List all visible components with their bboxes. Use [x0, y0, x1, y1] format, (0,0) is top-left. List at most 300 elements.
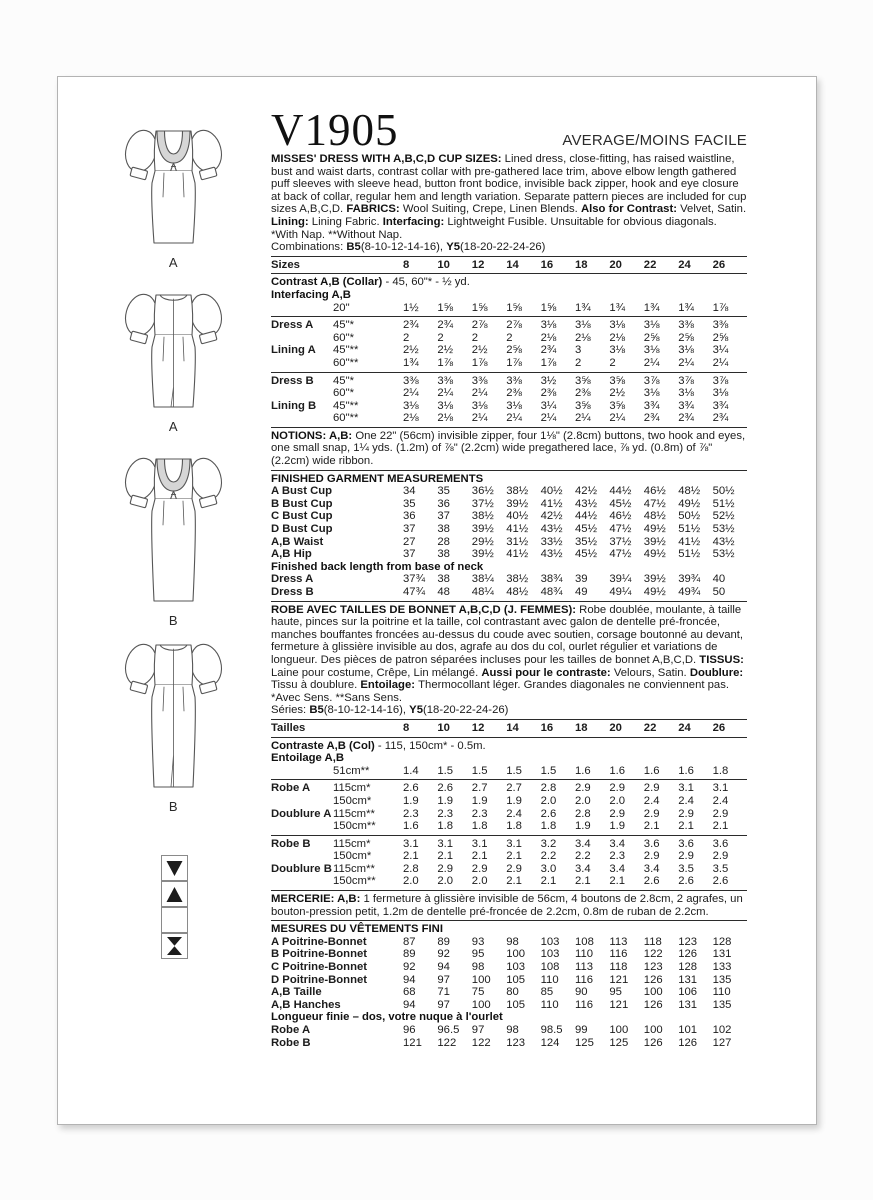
- table-cell: 1.8: [712, 764, 729, 777]
- table-cell: 3⅜: [403, 374, 419, 387]
- table-cell: 1⅝: [471, 301, 488, 314]
- table-cell: 42½: [540, 510, 563, 523]
- table-cell: 47½: [643, 497, 666, 510]
- table-cell: 2.1: [403, 850, 419, 863]
- table-cell: 105: [506, 973, 526, 986]
- text-run-bold: NOTIONS: A,B:: [271, 429, 356, 442]
- french-description: [271, 604, 747, 705]
- table-cell: 2⅝: [678, 331, 694, 344]
- table-cell: 103: [540, 935, 560, 948]
- table-cell: 85: [540, 986, 554, 999]
- text-run: (8-10-12-14-16),: [360, 241, 447, 254]
- table-cell: 3¾: [678, 399, 694, 412]
- table-cell: 37½: [609, 535, 632, 548]
- table-row: [271, 1037, 747, 1050]
- table-cell: 1.9: [506, 794, 522, 807]
- table-cell: 118: [609, 961, 628, 974]
- table-cell: 75: [471, 986, 485, 999]
- table-cell: 3⅛: [540, 319, 557, 332]
- table-cell: 2.8: [575, 807, 591, 820]
- masthead: [271, 103, 747, 153]
- table-cell: 39½: [643, 573, 666, 586]
- table-cell: 3.6: [712, 837, 729, 850]
- table-cell: 102: [712, 1024, 732, 1036]
- table-cell: 1.8: [540, 820, 557, 833]
- table-cell: 2.9: [678, 850, 694, 863]
- row-sublabel: 115cm**: [333, 807, 375, 820]
- table-cell: 38: [437, 573, 450, 586]
- table-row: [271, 332, 747, 345]
- table-cell: 2⅛: [609, 331, 626, 344]
- table-cell: 2¾: [437, 319, 454, 332]
- table-cell: 2.3: [609, 850, 626, 863]
- table-cell: 2¾: [540, 344, 557, 357]
- table-cell: 110: [540, 973, 559, 986]
- table-row: [271, 561, 747, 574]
- table-cell: 2⅝: [506, 344, 522, 357]
- row-sublabel: 115cm*: [333, 837, 371, 850]
- table-cell: 43½: [540, 523, 563, 536]
- table-cell: 47¾: [403, 586, 425, 598]
- row-sublabel: 45"*: [333, 319, 354, 332]
- text-run: Velvet, Satin.: [680, 203, 747, 216]
- table-cell: 3.5: [712, 862, 729, 875]
- table-cell: 2.0: [437, 875, 454, 888]
- table-cell: 3.4: [575, 862, 591, 875]
- dress-b-back-figure: [116, 625, 231, 814]
- table-cell: 14: [506, 721, 519, 734]
- table-cell: 2¾: [403, 319, 419, 332]
- table-row: [271, 974, 747, 987]
- table-row: [271, 795, 747, 808]
- dress-a-back-figure: [116, 275, 231, 434]
- table-cell: 45½: [575, 548, 597, 561]
- table-cell: 41½: [540, 497, 563, 510]
- table-cell: 49½: [643, 548, 666, 561]
- table-cell: 3.6: [678, 837, 694, 850]
- text-run-bold: TISSUS:: [699, 653, 744, 666]
- table-cell: 95: [471, 948, 485, 961]
- table-cell: 93: [471, 935, 485, 948]
- table-header-row: [271, 259, 747, 272]
- table-cell: 89: [403, 948, 416, 961]
- table-cell: 100: [643, 986, 663, 999]
- table-cell: 2¼: [471, 412, 488, 425]
- table-row: [271, 808, 747, 821]
- table-cell: 2: [403, 331, 410, 344]
- table-row: [271, 838, 747, 851]
- text-run-bold: Interfacing:: [382, 215, 448, 228]
- dress-a-front-figure: [116, 111, 231, 270]
- table-cell: 50½: [712, 485, 735, 498]
- table-cell: 3⅜: [471, 374, 488, 387]
- table-cell: 35: [437, 485, 450, 498]
- table-cell: 71: [437, 986, 450, 999]
- table-cell: 47½: [609, 523, 632, 536]
- text-run-bold: MISSES' DRESS WITH A,B,C,D CUP SIZES:: [271, 153, 505, 165]
- text-run-bold: Also for Contrast:: [580, 203, 681, 216]
- table-cell: 99: [575, 1024, 588, 1036]
- table-cell: 42½: [575, 485, 597, 498]
- table-cell: 38: [437, 548, 450, 561]
- text-run-bold: FABRICS:: [346, 203, 403, 216]
- row-label: Robe B: [271, 837, 311, 850]
- table-cell: 1.5: [540, 764, 557, 777]
- mesures-table: [271, 920, 747, 1049]
- table-cell: 39: [575, 573, 588, 586]
- table-cell: 2¼: [609, 412, 626, 425]
- table-cell: 28: [437, 535, 450, 548]
- table-cell: 38½: [506, 485, 529, 498]
- table-row: [271, 961, 747, 974]
- row-label: B Poitrine-Bonnet: [271, 948, 368, 961]
- table-cell: 45½: [575, 523, 597, 536]
- table-cell: 95: [609, 986, 622, 999]
- table-cell: 2¼: [506, 412, 522, 425]
- table-cell: 24: [678, 721, 691, 734]
- text-run: Combinations:: [271, 241, 347, 254]
- table-cell: 2⅞: [471, 319, 488, 332]
- table-cell: 49½: [678, 497, 701, 510]
- table-cell: 105: [506, 998, 526, 1011]
- table-cell: 43½: [540, 548, 563, 561]
- table-cell: 1.6: [575, 764, 591, 777]
- notions-paragraph: [271, 430, 747, 468]
- table-row: [271, 375, 747, 388]
- table-row: [271, 548, 747, 561]
- table-cell: 2.9: [643, 807, 660, 820]
- table-cell: 1.9: [609, 820, 626, 833]
- table-cell: 38¼: [471, 573, 494, 586]
- table-cell: 16: [540, 721, 554, 734]
- row-sublabel: 150cm**: [333, 875, 376, 888]
- table-row: [271, 999, 747, 1012]
- table-cell: 2.6: [643, 875, 660, 888]
- table-cell: 2.9: [609, 782, 626, 795]
- text-run: Wool Suiting, Crepe, Linen Blends.: [402, 203, 581, 216]
- table-section-label: Finished back length from base of neck: [271, 560, 484, 573]
- table-rule: [271, 470, 747, 471]
- table-row: [271, 344, 747, 357]
- table-cell: 1.5: [506, 764, 522, 777]
- table-cell: 3.2: [540, 837, 557, 850]
- table-cell: 49¾: [678, 586, 701, 598]
- table-cell: 38½: [506, 573, 529, 586]
- table-cell: 2⅜: [575, 387, 591, 400]
- table-cell: 3¼: [540, 399, 557, 412]
- figure-label: A: [168, 255, 179, 270]
- table-cell: 1⅞: [506, 356, 522, 369]
- table-cell: 44½: [609, 485, 632, 498]
- text-run: Lightweight Fusible. Unsuitable for obvious diagonals.: [447, 215, 717, 228]
- table-cell: 128: [678, 961, 698, 974]
- table-cell: 49¼: [609, 586, 632, 598]
- table-cell: 43½: [575, 497, 597, 510]
- table-cell: 2⅝: [643, 331, 660, 344]
- table-cell: 3⅞: [712, 374, 729, 387]
- table-cell: 97: [437, 998, 450, 1011]
- row-sublabel: 20": [333, 301, 350, 314]
- table-cell: 126: [643, 1036, 663, 1049]
- table-cell: 46½: [643, 485, 666, 498]
- table-cell: 2.3: [437, 807, 454, 820]
- table-cell: 1.5: [437, 764, 454, 777]
- table-cell: 48: [437, 586, 450, 598]
- table-cell: 94: [403, 998, 416, 1011]
- difficulty-rating: AVERAGE/MOINS FACILE: [562, 132, 747, 150]
- table-cell: 12: [471, 721, 485, 734]
- table-cell: 34: [403, 485, 416, 498]
- table-cell: 3⅛: [678, 344, 694, 357]
- row-sublabel: 60"*: [333, 387, 354, 400]
- row-sublabel: 51cm**: [333, 764, 370, 777]
- text-run: Tissu à doublure.: [271, 679, 361, 692]
- table-cell: 125: [575, 1036, 594, 1049]
- table-cell: 2.2: [540, 850, 557, 863]
- table-row: [271, 485, 747, 498]
- row-label: Sizes: [271, 258, 300, 271]
- table-cell: 123: [506, 1036, 526, 1049]
- text-run: Lining Fabric.: [311, 215, 383, 228]
- row-label: Doublure B: [271, 862, 332, 875]
- table-cell: 47½: [609, 548, 632, 561]
- french-yardage-table: [271, 719, 747, 891]
- table-cell: 1½: [403, 301, 419, 314]
- table-cell: 131: [712, 948, 732, 961]
- table-header-row: [271, 722, 747, 735]
- text-run-bold: Y5: [409, 704, 423, 717]
- table-cell: 26: [712, 721, 726, 734]
- table-cell: 2⅛: [437, 412, 454, 425]
- table-cell: 35: [403, 497, 416, 510]
- table-cell: 39½: [471, 523, 494, 536]
- text-run: 1 fermeture à glissière invisible de 56cm, 4 boutons de 2.8cm, 2 agrafes, un bouton-pression petit, 1.2m de dentelle pré-froncée de 2.2cm, 0.8m de ruban de 2.2cm.: [271, 893, 743, 918]
- table-cell: 2¾: [712, 412, 729, 425]
- text-run: *With Nap. **Without Nap.: [271, 228, 403, 241]
- table-cell: 3⅝: [575, 399, 591, 412]
- row-sublabel: 45"**: [333, 344, 359, 357]
- table-cell: 2.6: [678, 875, 694, 888]
- table-rule: [271, 737, 747, 738]
- row-label: A Poitrine-Bonnet: [271, 935, 367, 948]
- table-cell: 46½: [609, 510, 632, 523]
- text-run: (8-10-12-14-16),: [323, 704, 410, 717]
- table-cell: 131: [678, 998, 698, 1011]
- table-cell: 3⅞: [643, 374, 660, 387]
- table-row: [271, 765, 747, 778]
- table-row: [271, 289, 747, 302]
- table-cell: 3⅜: [678, 319, 694, 332]
- table-cell: 90: [575, 986, 588, 999]
- table-cell: 1.9: [403, 794, 419, 807]
- table-row: [271, 319, 747, 332]
- table-row: [271, 573, 747, 586]
- table-cell: 10: [437, 258, 450, 271]
- table-cell: 26: [712, 258, 726, 271]
- figure-label: B: [168, 799, 179, 814]
- table-row: [271, 400, 747, 413]
- row-label: C Poitrine-Bonnet: [271, 961, 368, 974]
- text-column: [271, 77, 747, 1049]
- table-cell: 2.1: [471, 850, 488, 863]
- table-cell: 3⅛: [609, 319, 626, 332]
- row-label: B Bust Cup: [271, 497, 333, 510]
- table-cell: 94: [403, 973, 416, 986]
- table-cell: 44½: [575, 510, 597, 523]
- table-cell: 1.8: [471, 820, 488, 833]
- table-row: [271, 412, 747, 425]
- table-cell: 20: [609, 258, 622, 271]
- table-cell: 2.1: [437, 850, 454, 863]
- table-row: [271, 863, 747, 876]
- table-row: [271, 850, 747, 863]
- table-cell: 3⅛: [643, 319, 660, 332]
- table-row: [271, 820, 747, 833]
- table-rule: [271, 273, 747, 274]
- table-cell: 43½: [712, 535, 735, 548]
- row-label: A,B Taille: [271, 986, 322, 999]
- table-cell: 87: [403, 935, 416, 948]
- table-cell: 45½: [609, 497, 632, 510]
- table-cell: 1.9: [471, 794, 488, 807]
- table-row: [271, 387, 747, 400]
- table-cell: 3⅝: [609, 399, 626, 412]
- text-run-bold: ROBE AVEC TAILLES DE BONNET A,B,C,D (J. FEMMES):: [271, 603, 580, 616]
- table-cell: 118: [643, 935, 662, 948]
- table-cell: 2.1: [540, 875, 557, 888]
- table-cell: 49: [575, 586, 588, 598]
- table-row: [271, 586, 747, 599]
- table-cell: 3⅜: [506, 374, 522, 387]
- table-cell: 18: [575, 721, 588, 734]
- table-cell: 89: [437, 935, 450, 948]
- table-cell: 3: [575, 344, 582, 357]
- table-cell: 3⅛: [575, 319, 591, 332]
- table-cell: 48½: [506, 586, 529, 598]
- row-label: Doublure A: [271, 807, 332, 820]
- table-cell: 3⅛: [609, 344, 626, 357]
- table-cell: 2.1: [643, 820, 660, 833]
- table-rule: [271, 719, 747, 720]
- combinations-line: [271, 241, 747, 254]
- table-row: [271, 782, 747, 795]
- row-sublabel: 115cm**: [333, 862, 375, 875]
- table-cell: 98.5: [540, 1024, 563, 1036]
- table-cell: 2½: [437, 344, 454, 357]
- row-sublabel: 60"**: [333, 356, 359, 369]
- table-cell: 1⅝: [506, 301, 522, 314]
- table-cell: 121: [609, 973, 629, 986]
- table-row: [271, 1024, 747, 1037]
- english-description: [271, 153, 747, 241]
- table-cell: 35½: [575, 535, 597, 548]
- nap-layout-symbols: [161, 855, 188, 964]
- text-run: Laine pour costume, Crêpe, Lin mélangé.: [271, 666, 482, 679]
- table-cell: 2⅜: [506, 387, 522, 400]
- table-cell: 31½: [506, 535, 529, 548]
- table-cell: 50½: [678, 510, 701, 523]
- table-cell: 2: [506, 331, 513, 344]
- table-cell: 50: [712, 586, 726, 598]
- dress-b-front-figure: [116, 439, 231, 628]
- table-cell: 100: [471, 998, 491, 1011]
- table-cell: 20: [609, 721, 622, 734]
- table-cell: 3⅛: [403, 399, 419, 412]
- table-cell: 12: [471, 258, 485, 271]
- table-cell: 2.9: [712, 807, 729, 820]
- nap-triangle-up-icon: [167, 887, 183, 902]
- table-row: [271, 523, 747, 536]
- table-cell: 3.4: [609, 837, 626, 850]
- table-cell: 2.9: [471, 862, 488, 875]
- table-cell: 3⅝: [575, 374, 591, 387]
- table-cell: 24: [678, 258, 691, 271]
- table-section-label: MESURES DU VÊTEMENTS FINI: [271, 923, 443, 936]
- table-row: [271, 473, 747, 486]
- table-cell: 1⅝: [437, 301, 454, 314]
- table-cell: 3⅛: [712, 387, 729, 400]
- table-cell: 2⅛: [403, 412, 419, 425]
- table-cell: 1.8: [506, 820, 522, 833]
- table-cell: 2½: [471, 344, 488, 357]
- table-cell: 100: [609, 1024, 629, 1036]
- table-cell: 2.6: [437, 782, 454, 795]
- row-label: C Bust Cup: [271, 510, 333, 523]
- text-run: Lined dress, close-fitting, has raised waistline, bust and waist darts, contrast collar with pre-gathered lace trim, above elbow length gathered puff sleeves with sleeve head, button front bodice, invisible back zipper, hook and eye closure at back of collar, regular hem and length variation. Separate pattern pieces are included for cup sizes A,B,C,D.: [271, 153, 747, 216]
- table-cell: 3⅛: [643, 344, 660, 357]
- dress-b-front-illustration: [116, 439, 231, 607]
- table-cell: 36½: [471, 485, 494, 498]
- table-cell: 123: [643, 961, 663, 974]
- table-cell: 41½: [506, 548, 529, 561]
- table-cell: 38½: [471, 510, 494, 523]
- row-label: Tailles: [271, 721, 306, 734]
- dress-a-front-illustration: [116, 111, 231, 249]
- table-cell: 37: [403, 548, 416, 561]
- table-cell: 2.9: [712, 850, 729, 863]
- table-cell: 37½: [471, 497, 494, 510]
- table-cell: 121: [609, 998, 629, 1011]
- table-cell: 3½: [540, 374, 557, 387]
- table-cell: 38: [437, 523, 450, 536]
- table-cell: 36: [437, 497, 450, 510]
- nap-symbols-icon: [161, 855, 188, 959]
- table-row: [271, 740, 747, 753]
- row-label: A,B Hanches: [271, 998, 341, 1011]
- table-cell: 68: [403, 986, 416, 999]
- table-cell: 3⅝: [609, 374, 626, 387]
- table-section-label: Longueur finie – dos, votre nuque à l'ourlet: [271, 1011, 503, 1024]
- table-cell: 39½: [506, 497, 529, 510]
- table-cell: 2.8: [540, 782, 557, 795]
- table-row: [271, 875, 747, 888]
- table-cell: 2.4: [643, 794, 660, 807]
- table-cell: 123: [678, 935, 698, 948]
- table-cell: 135: [712, 998, 732, 1011]
- table-cell: 1⅞: [540, 356, 557, 369]
- table-cell: 3.1: [437, 837, 454, 850]
- text-run: One 22" (56cm) invisible zipper, four 1⅛" (2.8cm) buttons, two hook and eyes, one small snap, 1¼ yds. (1.2m) of ⅞" (2.2cm) wide pregathered lace, ⅞ yd. (0.8m) of ⅞" (2.2cm) wide ribbon.: [271, 429, 746, 468]
- table-cell: 2.4: [678, 794, 694, 807]
- table-cell: 94: [437, 961, 450, 974]
- section-rule: [271, 601, 747, 602]
- table-cell: 39½: [471, 548, 494, 561]
- table-cell: 1.6: [609, 764, 626, 777]
- table-cell: 2¼: [403, 387, 419, 400]
- table-cell: 3¾: [712, 399, 729, 412]
- table-section-label: Contraste A,B (Col) - 115, 150cm* - 0.5m.: [271, 739, 486, 752]
- table-cell: 2¾: [643, 412, 660, 425]
